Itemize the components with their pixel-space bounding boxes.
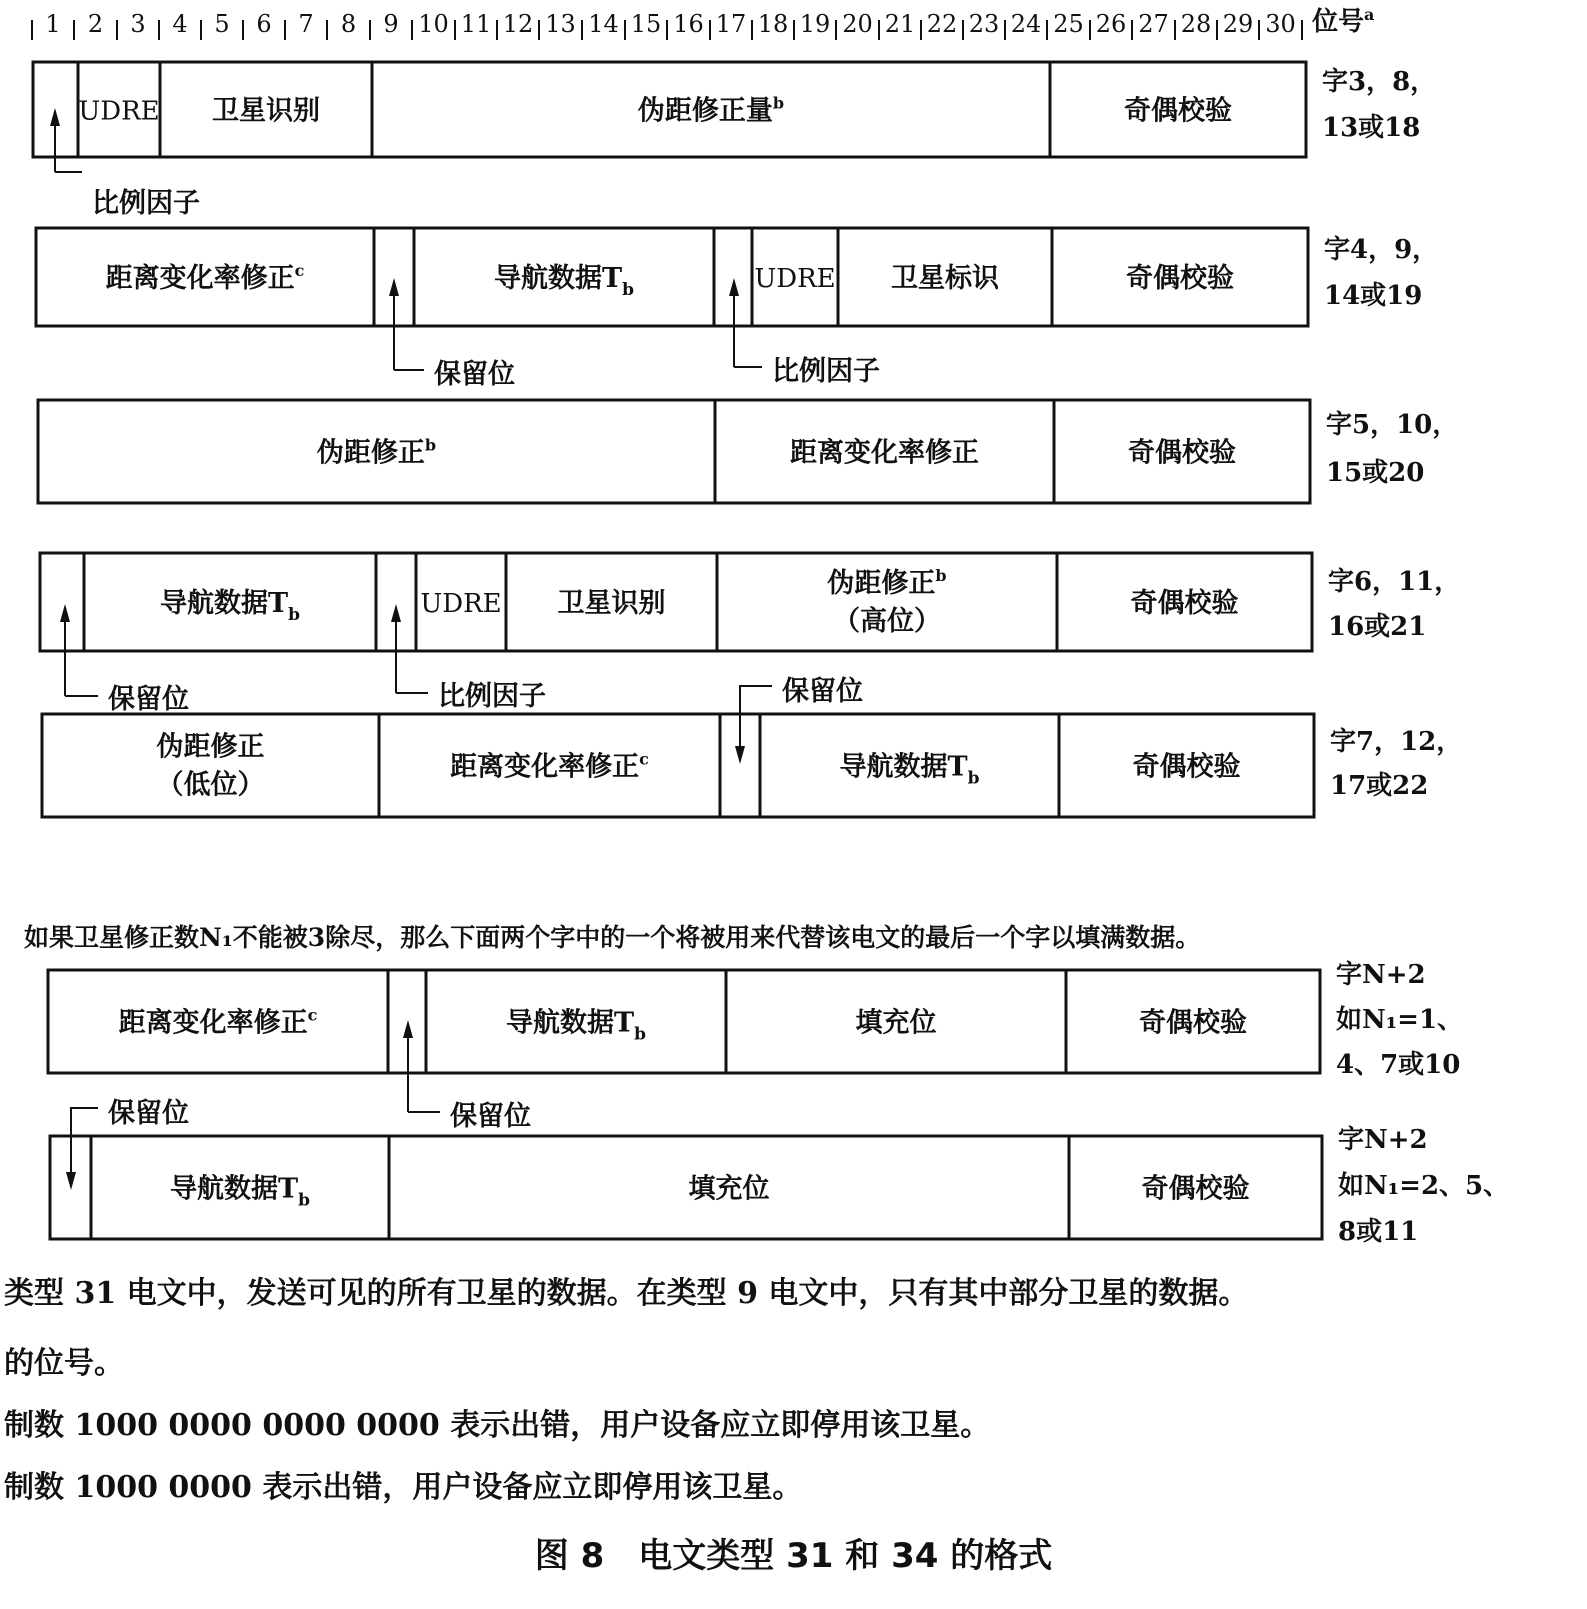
field-label: 伪距修正$^b$ <box>316 435 437 469</box>
bit-number: 26 <box>1095 10 1127 38</box>
bit-number: 18 <box>757 10 789 38</box>
field-label: 卫星识别 <box>557 588 666 619</box>
word-number-label: 4、7或10 <box>1336 1050 1461 1080</box>
row-word-6 <box>40 553 1460 715</box>
callout-label: 保留位 <box>434 359 515 390</box>
bit-number: 11 <box>460 10 492 38</box>
bit-number: 6 <box>256 10 272 38</box>
field-label: 距离变化率修正 <box>790 437 979 469</box>
word-number-label: 如N₁=1、 <box>1336 1005 1464 1035</box>
word-number-label: 16或21 <box>1328 612 1427 642</box>
callout-label: 保留位 <box>450 1101 531 1132</box>
word-number-label: 15或20 <box>1326 458 1425 488</box>
arrow-down-icon <box>66 1172 76 1190</box>
bit-number-header <box>32 5 1374 40</box>
word-number-label: 字N+2 <box>1338 1125 1428 1155</box>
row-word-3 <box>33 62 1436 219</box>
callout-label: 保留位 <box>782 676 863 707</box>
field-label: 导航数据$T_b$ <box>839 751 980 789</box>
bit-number: 27 <box>1138 10 1169 38</box>
field-label: 距离变化率修正$^c$ <box>118 1005 318 1039</box>
arrow-up-icon <box>60 604 70 622</box>
bit-number-label: 位号$^a$ <box>1312 5 1375 37</box>
field-label: 填充位 <box>855 1007 937 1039</box>
bit-number: 17 <box>715 10 747 38</box>
word-number-label: 字7，12， <box>1330 727 1463 757</box>
bit-number: 14 <box>588 10 619 38</box>
callout-label: 比例因子 <box>92 188 200 219</box>
row-fill-1 <box>48 960 1463 1132</box>
bit-number: 23 <box>968 10 1000 38</box>
field-label: 伪距修正 <box>156 731 265 763</box>
field-label: 奇偶校验 <box>1124 95 1232 127</box>
field-label: UDRE <box>78 96 160 127</box>
field-label: 奇偶校验 <box>1132 751 1241 783</box>
bit-number: 10 <box>418 10 449 38</box>
word-number-label: 17或22 <box>1330 771 1429 801</box>
field-label: 卫星标识 <box>891 263 999 294</box>
callout-label: 保留位 <box>108 1098 189 1129</box>
word-rows <box>33 62 1509 1247</box>
arrow-up-icon <box>391 604 401 622</box>
field-label: 奇偶校验 <box>1130 588 1239 619</box>
bit-number: 15 <box>630 10 662 38</box>
field-label: 导航数据$T_b$ <box>170 1173 310 1211</box>
arrow-up-icon <box>403 1020 413 1038</box>
field-label: 距离变化率修正$^c$ <box>105 261 305 294</box>
arrow-up-icon <box>50 108 60 126</box>
body-text-line-2: 的位号。 <box>4 1346 124 1381</box>
word-number-label: 14或19 <box>1324 281 1423 311</box>
bit-number: 5 <box>214 10 230 38</box>
field-label: 卫星识别 <box>212 95 320 127</box>
word-number-label: 字6，11， <box>1328 567 1461 597</box>
field-label: 填充位 <box>688 1173 770 1205</box>
arrow-down-icon <box>735 746 745 764</box>
fill-word-note: 如果卫星修正数N₁不能被3除尽，那么下面两个字中的一个将被用来代替该电文的最后一个字以填满数据。 <box>24 923 1201 952</box>
row-word-4 <box>36 228 1438 390</box>
callout-label: 比例因子 <box>772 356 880 387</box>
arrow-up-icon <box>389 278 399 296</box>
field-label: 伪距修正$^b$ <box>827 566 947 599</box>
field-label: 距离变化率修正$^c$ <box>450 749 649 783</box>
word-number-label: 如N₁=2、5、 <box>1338 1171 1510 1201</box>
field-label: 奇偶校验 <box>1139 1007 1247 1039</box>
bit-number: 13 <box>545 10 576 38</box>
row-word-7 <box>42 676 1462 817</box>
bit-number: 9 <box>383 10 399 38</box>
word-number-label: 字5，10， <box>1326 410 1459 440</box>
callout <box>391 604 546 712</box>
figure-caption: 图 8 电文类型 31 和 34 的格式 <box>534 1536 1053 1576</box>
bit-number: 25 <box>1053 10 1084 38</box>
body-text-line-3: 制数 1000 0000 0000 0000 表示出错，用户设备应立即停用该卫星。 <box>4 1408 991 1443</box>
bit-number: 24 <box>1010 10 1042 38</box>
word-number-label: 8或11 <box>1338 1217 1419 1247</box>
bit-number: 1 <box>45 10 61 38</box>
bit-number: 4 <box>172 10 188 38</box>
bit-number: 12 <box>502 10 534 38</box>
bit-number: 29 <box>1222 10 1254 38</box>
bit-number: 30 <box>1265 10 1296 38</box>
callout <box>60 604 189 715</box>
field-label: 奇偶校验 <box>1141 1173 1250 1205</box>
bit-number: 8 <box>340 10 357 38</box>
bit-number: 22 <box>926 10 958 38</box>
field-label: （高位） <box>833 606 941 637</box>
bit-number: 19 <box>799 10 831 38</box>
field-label: UDRE <box>420 589 502 619</box>
callout-label: 比例因子 <box>438 681 546 712</box>
bit-number: 21 <box>884 10 916 38</box>
field-label: 奇偶校验 <box>1128 437 1236 469</box>
field-label: UDRE <box>754 264 836 294</box>
arrow-up-icon <box>729 278 739 296</box>
field-label: 导航数据$T_b$ <box>160 588 300 625</box>
bit-number: 28 <box>1180 10 1212 38</box>
word-number-label: 13或18 <box>1322 113 1421 143</box>
row-fill-2 <box>50 1098 1509 1247</box>
bit-number: 2 <box>87 10 104 38</box>
body-text-line-1: 类型 31 电文中，发送可见的所有卫星的数据。在类型 9 电文中，只有其中部分卫星的数据。 <box>4 1276 1249 1311</box>
bit-number: 16 <box>673 10 704 38</box>
field-label: （低位） <box>156 769 265 801</box>
field-label: 奇偶校验 <box>1126 263 1234 294</box>
field-label: 伪距修正量$^b$ <box>637 93 785 127</box>
callout-label: 保留位 <box>108 684 189 715</box>
row-word-5 <box>38 400 1458 503</box>
word-box <box>38 400 1310 503</box>
field-label: 导航数据$T_b$ <box>494 263 634 300</box>
word-number-label: 字3，8， <box>1322 67 1437 97</box>
bit-number: 3 <box>130 10 146 38</box>
callout <box>389 278 515 390</box>
body-text-line-4: 制数 1000 0000 表示出错，用户设备应立即停用该卫星。 <box>4 1470 803 1505</box>
bit-number: 20 <box>842 10 873 38</box>
bit-number: 7 <box>298 10 314 38</box>
field-label: 导航数据$T_b$ <box>506 1007 646 1045</box>
word-number-label: 字4，9， <box>1324 235 1439 265</box>
word-number-label: 字N+2 <box>1336 960 1426 990</box>
word-box <box>42 714 1314 817</box>
